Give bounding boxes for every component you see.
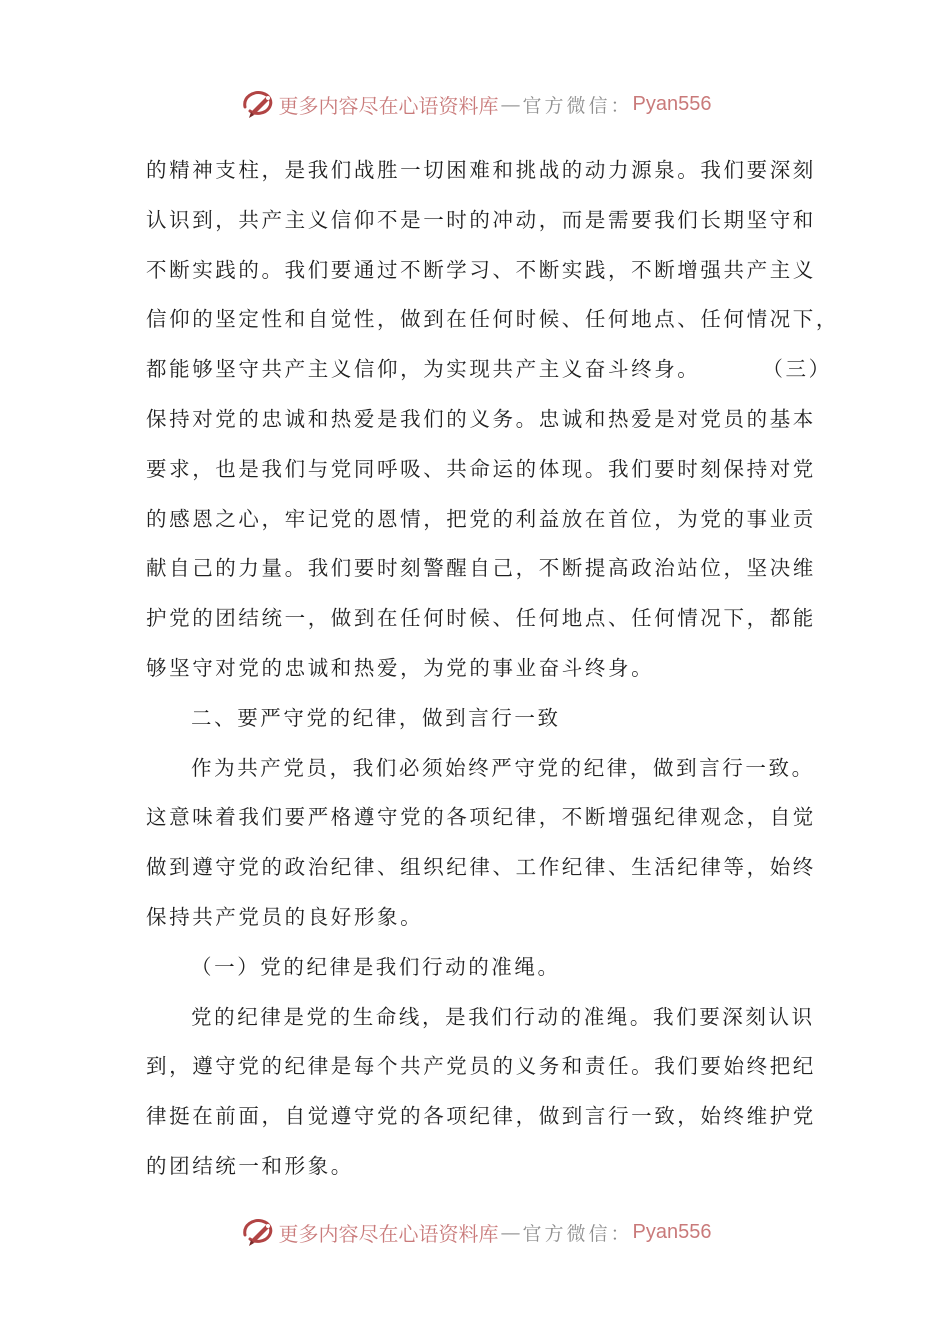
subsection-heading: （一）党的纪律是我们行动的准绳。 (191, 954, 561, 979)
text-line: 不断实践的。我们要通过不断学习、不断实践，不断增强共产主义 (146, 257, 816, 282)
banner-separator: — (500, 1220, 521, 1244)
text-line: 够坚守对党的忠诚和热爱，为党的事业奋斗终身。 (146, 655, 655, 680)
text-line: 党的纪律是党的生命线，是我们行动的准绳。我们要深刻认识 (191, 1004, 815, 1029)
text-line: 作为共产党员，我们必须始终严守党的纪律，做到言行一致。 (191, 755, 815, 780)
text-line: 保持对党的忠诚和热爱是我们的义务。忠诚和热爱是对党员的基本 (146, 406, 816, 431)
banner-separator: — (500, 92, 521, 116)
banner-site-name: 更多内容尽在心语资料库 (278, 93, 499, 118)
banner-wechat-label: 官方微信： (522, 94, 633, 117)
banner-wechat-id: Pyan556 (632, 1220, 712, 1243)
text-line: 到，遵守党的纪律是每个共产党员的义务和责任。我们要始终把纪 (146, 1054, 816, 1079)
section-marker-three: （三） (762, 357, 832, 382)
text-line: 要求，也是我们与党同呼吸、共命运的体现。我们要时刻保持对党 (146, 456, 816, 481)
pen-swirl-logo-icon (239, 1215, 277, 1249)
pen-swirl-logo-icon (239, 87, 277, 121)
banner-wechat-label: 官方微信： (522, 1222, 633, 1245)
footer-banner (0, 1212, 950, 1252)
text-line: 做到遵守党的政治纪律、组织纪律、工作纪律、生活纪律等，始终 (146, 855, 816, 880)
text-line: 这意味着我们要严格遵守党的各项纪律，不断增强纪律观念，自觉 (146, 805, 816, 830)
text-line (146, 345, 832, 395)
text-line: 献自己的力量。我们要时刻警醒自己，不断提高政治站位，坚决维 (146, 556, 816, 581)
text-line: 保持共产党员的良好形象。 (146, 904, 424, 929)
text-line: 的精神支柱，是我们战胜一切困难和挑战的动力源泉。我们要深刻 (146, 158, 816, 182)
text-segment: 都能够坚守共产主义信仰，为实现共产主义奋斗终身。 (146, 357, 701, 382)
banner-site-name: 更多内容尽在心语资料库 (278, 1221, 499, 1246)
document-body (146, 146, 839, 1192)
text-line: 律挺在前面，自觉遵守党的各项纪律，做到言行一致，始终维护党 (146, 1104, 816, 1129)
banner-wechat-id: Pyan556 (632, 92, 712, 115)
section-heading: 二、要严守党的纪律，做到言行一致 (191, 705, 561, 730)
header-banner (0, 84, 950, 124)
text-line: 信仰的坚定性和自觉性，做到在任何时候、任何地点、任何情况下， (146, 307, 839, 332)
text-line: 的感恩之心，牢记党的恩情，把党的利益放在首位，为党的事业贡 (146, 506, 816, 531)
text-line: 的团结统一和形象。 (146, 1153, 354, 1178)
text-line: 认识到，共产主义信仰不是一时的冲动，而是需要我们长期坚守和 (146, 207, 816, 232)
text-line: 护党的团结统一，做到在任何时候、任何地点、任何情况下，都能 (146, 606, 816, 631)
